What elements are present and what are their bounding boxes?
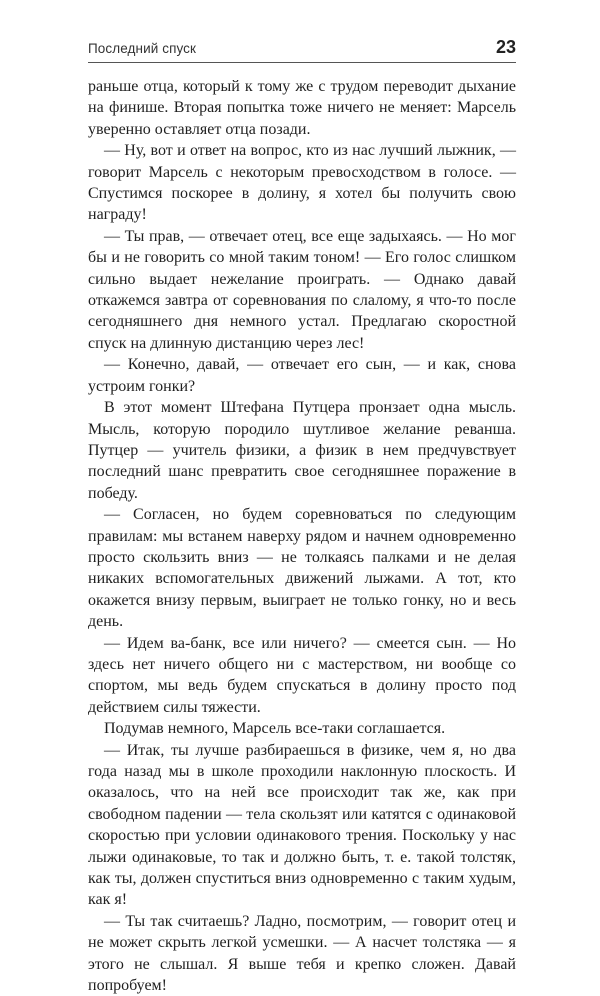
paragraph: — Ну, вот и ответ на вопрос, кто из нас лучший лыжник, — говорит Марсель с некоторым превосходством в голосе. — Спустимся поскорее в долину, я хотел бы получить свою награду! xyxy=(88,142,516,224)
paragraph: — Идем ва-банк, все или ничего? — смеется сын. — Но здесь нет ничего общего ни с мастерством, ни вообще со спортом, мы ведь будем спускаться в долину просто под действием силы тяжести. xyxy=(88,634,516,716)
running-title: Последний спуск xyxy=(88,41,197,56)
paragraph: Подумав немного, Марсель все-таки соглашается. xyxy=(104,720,446,738)
body-text xyxy=(88,76,516,996)
paragraph: — Ты прав, — отвечает отец, все еще задыхаясь. — Но мог бы и не говорить со мной таким тоном! — Его голос слишком сильно выдает нежелание проиграть. — Однако давай откажемся завтра от соревнования по слалому, я что-то после сегодняшнего дня немного устал. Предлагаю скоростной спуск на длинную дистанцию через лес! xyxy=(88,227,516,352)
page-header xyxy=(88,37,516,62)
paragraph: — Конечно, давай, — отвечает его сын, — и как, снова устроим гонки? xyxy=(88,356,516,395)
header-rule xyxy=(88,62,516,63)
page-number: 23 xyxy=(495,37,516,57)
paragraph: — Итак, ты лучше разбираешься в физике, чем я, но два года назад мы в школе проходили наклонную плоскость. И оказалось, что на ней все происходит так же, как при свободном падении — тела скользят или катятся с одинаковой скоростью при условии одинакового трения. Поскольку у нас лыжи одинаковые, то так и должно быть, т. е. такой толстяк, как ты, должен спуститься вниз одновременно с таким худым, как я! xyxy=(88,741,516,909)
paragraph: раньше отца, который к тому же с трудом переводит дыхание на финише. Вторая попытка тоже ничего не меняет: Марсель уверенно оставляет отца позади. xyxy=(88,78,516,138)
paragraph: — Ты так считаешь? Ладно, посмотрим, — говорит отец и не может скрыть легкой усмешки. — А насчет толстяка — я этого не слышал. Я выше тебя и крепко сложен. Давай попробуем! xyxy=(88,912,516,995)
paragraph: В этот момент Штефана Путцера пронзает одна мысль. Мысль, которую породило шутливое желание реванша. Путцер — учитель физики, а физик в нем предчувствует последний шанс превратить свое сегодняшнее поражение в победу. xyxy=(88,399,516,502)
paragraph: — Согласен, но будем соревноваться по следующим правилам: мы встанем наверху рядом и начнем одновременно просто скользить вниз — не толкаясь палками и не делая никаких вспомогательных движений лыжами. А тот, кто окажется внизу первым, выиграет не только гонку, но и весь день. xyxy=(88,506,516,631)
